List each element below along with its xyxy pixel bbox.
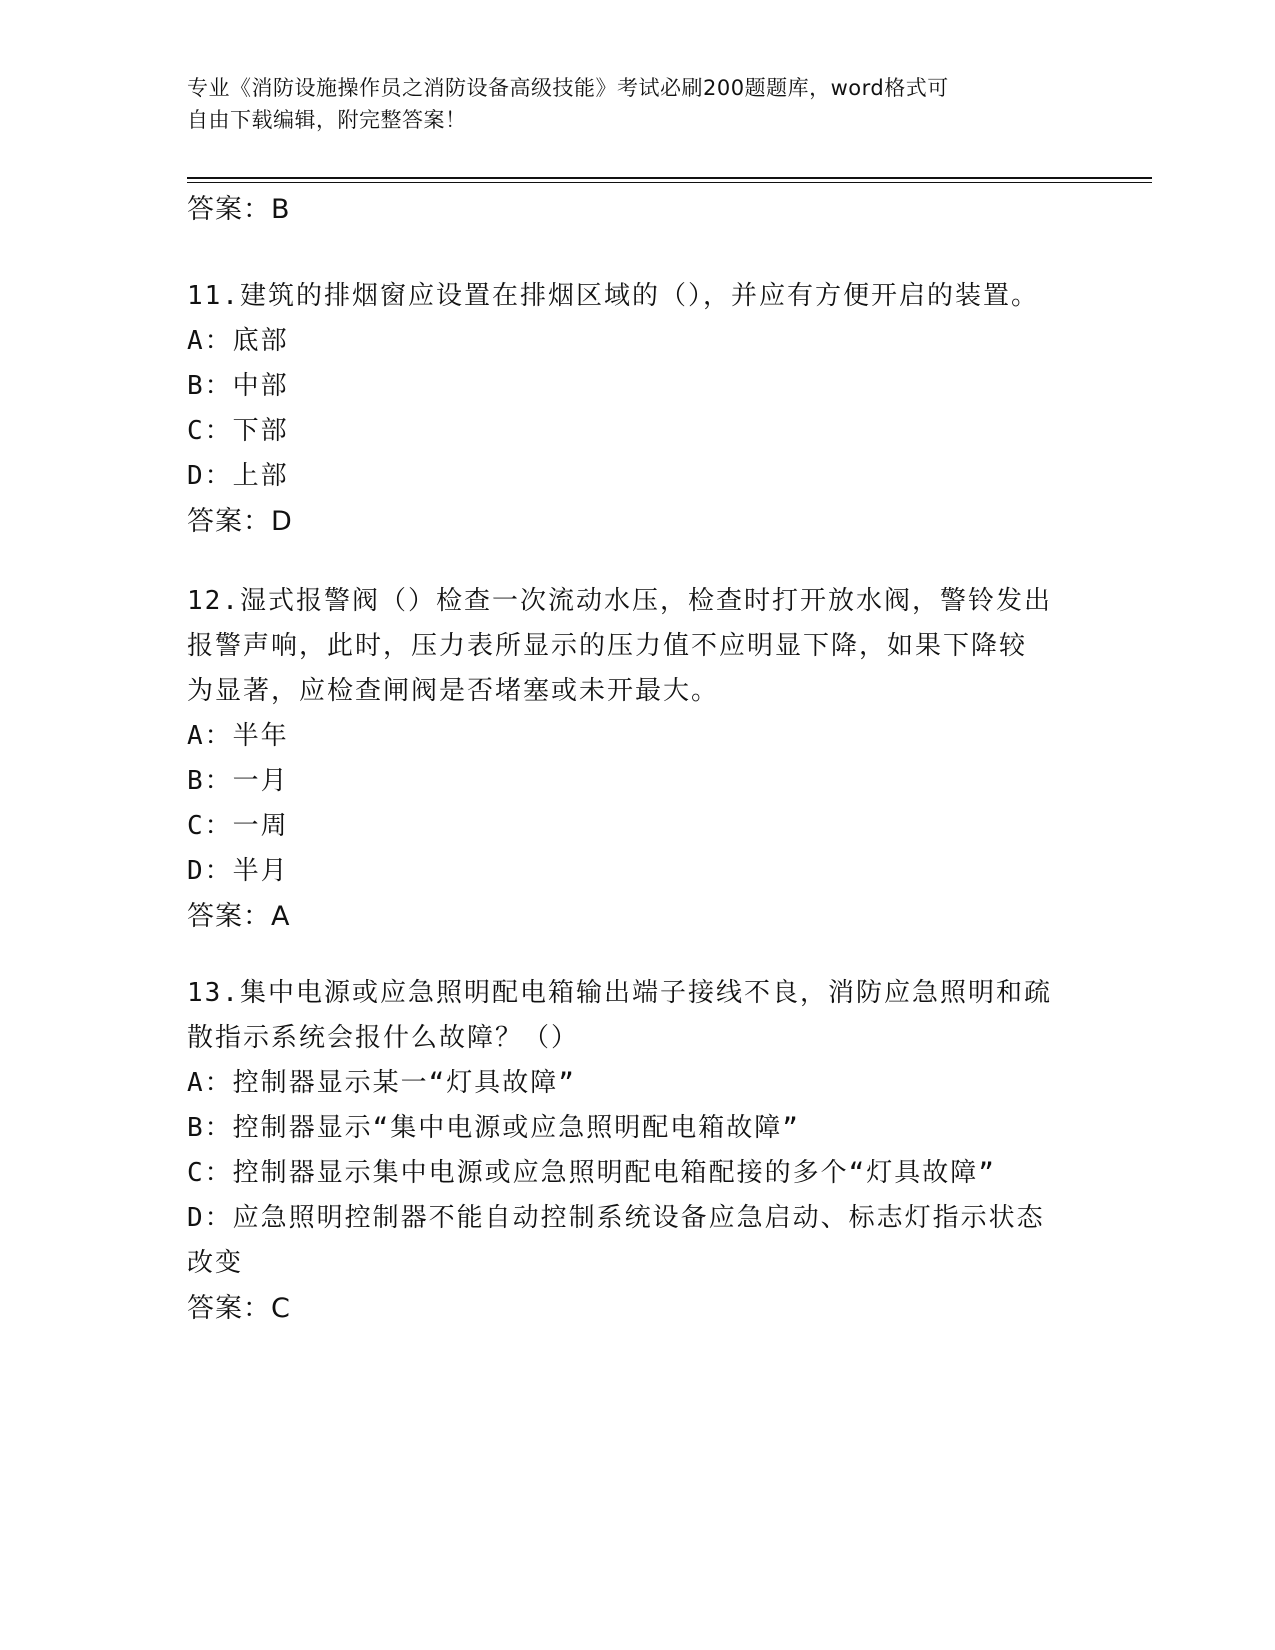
option-b: B：中部	[187, 371, 289, 401]
question-11	[187, 274, 1087, 544]
question-stem-line-2: 报警声响，此时，压力表所显示的压力值不应明显下降，如果下降较	[187, 631, 1028, 661]
header-divider-thick	[187, 177, 1152, 179]
option-c: C：一周	[187, 811, 289, 841]
option-d: D：半月	[187, 856, 289, 886]
answer-label: 答案：C	[187, 1293, 291, 1324]
option-c: C：控制器显示集中电源或应急照明配电箱配接的多个“灯具故障”	[187, 1158, 996, 1188]
option-a: A：控制器显示某一“灯具故障”	[187, 1068, 576, 1098]
option-c: C：下部	[187, 416, 289, 446]
question-stem-line-1: 12.湿式报警阀（）检查一次流动水压，检查时打开放水阀，警铃发出	[187, 586, 1052, 616]
option-a: A：底部	[187, 326, 289, 356]
option-d-line-1: D：应急照明控制器不能自动控制系统设备应急启动、标志灯指示状态	[187, 1203, 1045, 1233]
header-intro-line-1: 专业《消防设施操作员之消防设备高级技能》考试必刷200题题库，word格式可	[187, 76, 949, 100]
option-a: A：半年	[187, 721, 289, 751]
option-b: B：一月	[187, 766, 289, 796]
previous-answer-block	[187, 187, 1087, 232]
header-divider-thin	[187, 182, 1152, 183]
answer-label: 答案：B	[187, 194, 291, 225]
answer-label: 答案：D	[187, 506, 293, 537]
option-d: D：上部	[187, 461, 289, 491]
question-stem-line-2: 散指示系统会报什么故障？（）	[187, 1023, 580, 1053]
question-stem-line-3: 为显著，应检查闸阀是否堵塞或未开最大。	[187, 676, 720, 706]
option-b: B：控制器显示“集中电源或应急照明配电箱故障”	[187, 1113, 800, 1143]
answer-label: 答案：A	[187, 901, 291, 932]
question-stem-line-1: 13.集中电源或应急照明配电箱输出端子接线不良，消防应急照明和疏	[187, 978, 1052, 1008]
question-12	[187, 579, 1087, 939]
question-13	[187, 971, 1087, 1331]
header-intro-line-2: 自由下载编辑，附完整答案！	[187, 108, 467, 132]
document-header	[187, 72, 1067, 136]
option-d-line-2: 改变	[187, 1248, 244, 1278]
question-stem: 11.建筑的排烟窗应设置在排烟区域的（），并应有方便开启的装置。	[187, 281, 1039, 311]
